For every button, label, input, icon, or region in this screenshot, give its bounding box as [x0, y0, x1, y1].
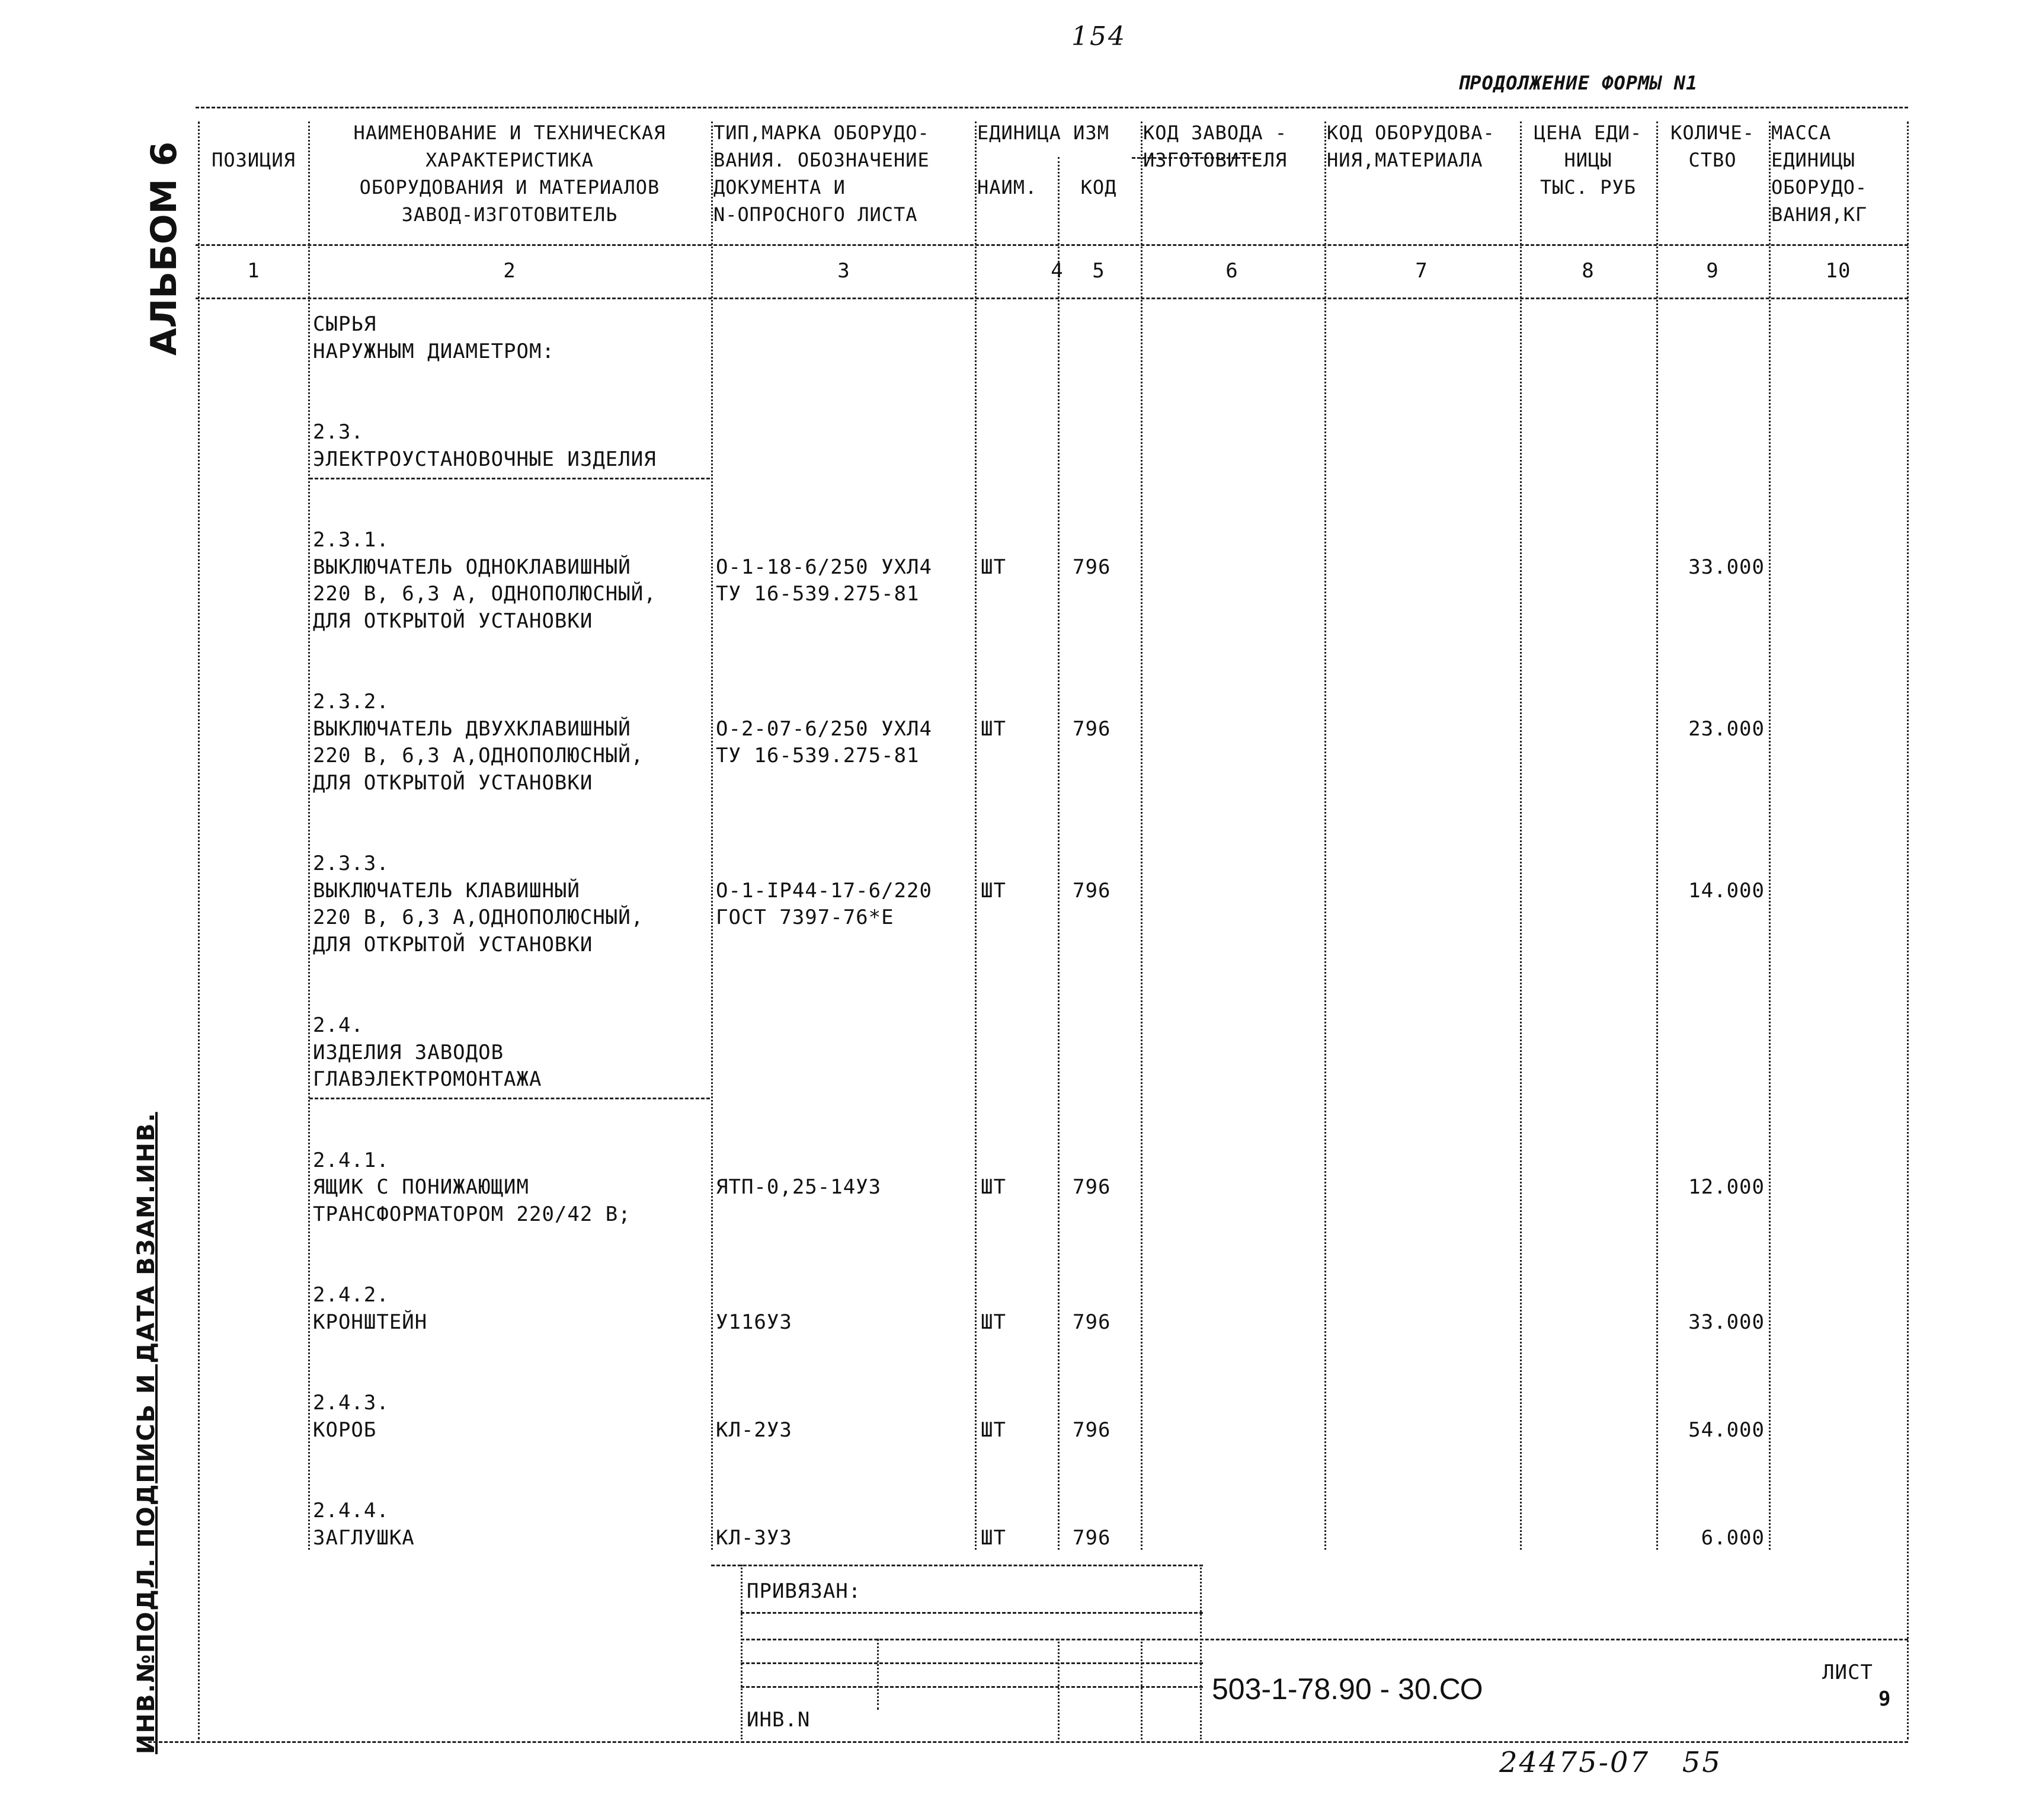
- column-numbers-rule: [196, 298, 1908, 299]
- cell-name: 2.3.3.: [313, 852, 389, 875]
- col-sep-6: [1324, 121, 1326, 1550]
- cell-name: ВЫКЛЮЧАТЕЛЬ КЛАВИШНЫЙ: [313, 879, 580, 903]
- column-number-2: 2: [503, 259, 516, 283]
- cell-qty: 12.000: [1688, 1175, 1765, 1199]
- cell-name: 220 В, 6,3 А,ОДНОПОЛЮСНЫЙ,: [313, 906, 644, 929]
- cell-name: ТРАНСФОРМАТОРОМ 220/42 В;: [313, 1202, 631, 1226]
- cell-name: ЭЛЕКТРОУСТАНОВОЧНЫЕ ИЗДЕЛИЯ: [313, 447, 657, 471]
- page-number: 154: [1071, 21, 1126, 52]
- cell-unit: ШТ: [981, 1526, 1006, 1550]
- cell-name: ГЛАВЭЛЕКТРОМОНТАЖА: [313, 1067, 542, 1091]
- col-sep-0: [198, 121, 200, 1739]
- cell-name: ЗАГЛУШКА: [313, 1526, 415, 1550]
- stamp-rule-3: [741, 1639, 1908, 1640]
- cell-name: 2.3.2.: [313, 690, 389, 714]
- cell-code: 796: [1073, 1418, 1111, 1442]
- cell-type: О-1-18-6/250 УХЛ4: [716, 555, 932, 579]
- cell-type: ГОСТ 7397-76*Е: [716, 906, 894, 929]
- cell-qty: 33.000: [1688, 555, 1765, 579]
- handwritten-footer-number: 24475-07 55: [1499, 1746, 1722, 1779]
- cell-name: СЫРЬЯ: [313, 312, 377, 336]
- stamp-rule-2: [741, 1612, 1203, 1614]
- column-number-5: 5: [1092, 259, 1105, 283]
- cell-name: 2.3.: [313, 420, 364, 444]
- cell-name: 220 В, 6,3 А,ОДНОПОЛЮСНЫЙ,: [313, 744, 644, 767]
- column-number-8: 8: [1582, 259, 1595, 283]
- stamp-rule-5: [741, 1686, 1203, 1688]
- column-number-10: 10: [1825, 259, 1851, 283]
- col-sep-7: [1520, 121, 1522, 1550]
- column-header-7-line-2: НИЯ,МАТЕРИАЛА: [1327, 149, 1483, 171]
- cell-name: 2.3.1.: [313, 528, 389, 552]
- cell-name: ИЗДЕЛИЯ ЗАВОДОВ: [313, 1041, 504, 1064]
- column-header-2-line-1: НАИМЕНОВАНИЕ И ТЕХНИЧЕСКАЯ: [353, 121, 666, 144]
- cell-name: КРОНШТЕЙН: [313, 1310, 428, 1334]
- column-header-10-line-4: ВАНИЯ,КГ: [1771, 203, 1868, 226]
- col-sep-3: [975, 121, 977, 1550]
- document-designation: 503-1-78.90 - 30.СО: [1212, 1672, 1483, 1706]
- cell-code: 796: [1073, 879, 1111, 903]
- column-header-3-line-4: N-ОПРОСНОГО ЛИСТА: [713, 203, 918, 226]
- column-number-1: 1: [247, 259, 260, 283]
- cell-name: 2.4.4.: [313, 1499, 389, 1522]
- cell-code: 796: [1073, 1175, 1111, 1199]
- col-sep-8: [1656, 121, 1658, 1550]
- table-bottom-rule: [148, 1741, 1908, 1743]
- cell-unit: ШТ: [981, 879, 1006, 903]
- cell-name: ДЛЯ ОТКРЫТОЙ УСТАНОВКИ: [313, 771, 593, 795]
- col-sep-2: [711, 121, 713, 1550]
- column-header-6-line-2: ИЗГОТОВИТЕЛЯ: [1143, 149, 1288, 171]
- column-header-2-line-3: ОБОРУДОВАНИЯ И МАТЕРИАЛОВ: [359, 176, 660, 199]
- cell-unit: ШТ: [981, 1175, 1006, 1199]
- tied-label: ПРИВЯЗАН:: [747, 1579, 862, 1603]
- stamp-sep-a: [741, 1565, 743, 1739]
- column-header-8-line-1: ЦЕНА ЕДИ-: [1534, 121, 1643, 144]
- stamp-sep-d: [1141, 1639, 1142, 1739]
- column-header-3-line-2: ВАНИЯ. ОБОЗНАЧЕНИЕ: [713, 149, 930, 171]
- column-number-9: 9: [1706, 259, 1719, 283]
- cell-unit: ШТ: [981, 717, 1006, 741]
- column-header-1-line-2: ПОЗИЦИЯ: [212, 149, 296, 171]
- cell-qty: 14.000: [1688, 879, 1765, 903]
- side-stamp: ИНВ.№ПОДЛ. ПОДПИСЬ И ДАТА ВЗАМ.ИНВ.: [133, 1112, 160, 1754]
- cell-type: О-2-07-6/250 УХЛ4: [716, 717, 932, 741]
- column-header-10-line-2: ЕДИНИЦЫ: [1771, 149, 1855, 171]
- column-header-7-line-1: КОД ОБОРУДОВА-: [1327, 121, 1495, 144]
- cell-code: 796: [1073, 1310, 1111, 1334]
- cell-qty: 33.000: [1688, 1310, 1765, 1334]
- cell-qty: 23.000: [1688, 717, 1765, 741]
- column-header-2-line-2: ХАРАКТЕРИСТИКА: [425, 149, 594, 171]
- stamp-sep-c: [1058, 1639, 1060, 1739]
- header-bottom-rule: [196, 244, 1908, 246]
- cell-name: 2.4.1.: [313, 1149, 389, 1172]
- column-header-10-line-3: ОБОРУДО-: [1771, 176, 1868, 199]
- sheet-label: ЛИСТ: [1822, 1661, 1873, 1684]
- column-number-4: 4: [1051, 259, 1064, 283]
- cell-type: ТУ 16-539.275-81: [716, 582, 920, 606]
- column-header-9-line-1: КОЛИЧЕ-: [1670, 121, 1755, 144]
- cell-type: КЛ-2У3: [716, 1418, 792, 1442]
- cell-name: 2.4.3.: [313, 1391, 389, 1415]
- sheet-number: 9: [1878, 1687, 1892, 1711]
- cell-type: КЛ-3У3: [716, 1526, 792, 1550]
- cell-qty: 54.000: [1688, 1418, 1765, 1442]
- cell-name: 2.4.2.: [313, 1283, 389, 1307]
- col-sep-1: [308, 121, 310, 1550]
- column-header-2-line-4: ЗАВОД-ИЗГОТОВИТЕЛЬ: [401, 203, 618, 226]
- cell-code: 796: [1073, 1526, 1111, 1550]
- cell-name: ДЛЯ ОТКРЫТОЙ УСТАНОВКИ: [313, 609, 593, 633]
- column-header-9-line-2: СТВО: [1688, 149, 1737, 171]
- cell-name: 220 В, 6,3 А, ОДНОПОЛЮСНЫЙ,: [313, 582, 657, 606]
- column-header-4-line-1: ЕДИНИЦА ИЗМ: [977, 121, 1109, 144]
- section-underline: [309, 478, 710, 479]
- column-number-7: 7: [1415, 259, 1428, 283]
- column-header-10-line-1: МАССА: [1771, 121, 1832, 144]
- cell-code: 796: [1073, 717, 1111, 741]
- col-sep-4: [1058, 157, 1060, 1550]
- cell-name: ДЛЯ ОТКРЫТОЙ УСТАНОВКИ: [313, 933, 593, 957]
- cell-name: ВЫКЛЮЧАТЕЛЬ ОДНОКЛАВИШНЫЙ: [313, 555, 631, 579]
- col-sep-5: [1141, 121, 1142, 1550]
- cell-type: ЯТП-0,25-14У3: [716, 1175, 882, 1199]
- col-sep-9: [1769, 121, 1771, 1550]
- cell-unit: ШТ: [981, 1418, 1006, 1442]
- cell-type: У116У3: [716, 1310, 792, 1334]
- continuation-title: ПРОДОЛЖЕНИЕ ФОРМЫ N1: [1458, 72, 1698, 94]
- stamp-rule-1: [711, 1565, 1203, 1566]
- column-header-8-line-3: ТЫС. РУБ: [1540, 176, 1637, 199]
- column-header-3-line-3: ДОКУМЕНТА И: [713, 176, 846, 199]
- album-label: АЛЬБОМ 6: [143, 141, 185, 356]
- cell-qty: 6.000: [1701, 1526, 1765, 1550]
- column-header-6-line-1: КОД ЗАВОДА -: [1143, 121, 1288, 144]
- cell-name: ЯЩИК С ПОНИЖАЮЩИМ: [313, 1175, 529, 1199]
- stamp-sep-e: [1200, 1565, 1202, 1739]
- column-header-5-line-3: КОД: [1080, 176, 1117, 199]
- stamp-sep-b: [877, 1639, 879, 1710]
- cell-type: О-1-IP44-17-6/220: [716, 879, 932, 903]
- cell-name: КОРОБ: [313, 1418, 377, 1442]
- inv-label: ИНВ.N: [747, 1708, 811, 1732]
- table-top-rule: [196, 107, 1908, 108]
- cell-name: 2.4.: [313, 1013, 364, 1037]
- column-header-8-line-2: НИЦЫ: [1564, 149, 1612, 171]
- cell-code: 796: [1073, 555, 1111, 579]
- cell-unit: ШТ: [981, 1310, 1006, 1334]
- cell-name: ВЫКЛЮЧАТЕЛЬ ДВУХКЛАВИШНЫЙ: [313, 717, 631, 741]
- col-sep-10: [1907, 121, 1909, 1739]
- column-number-3: 3: [837, 259, 850, 283]
- column-number-6: 6: [1225, 259, 1238, 283]
- cell-type: ТУ 16-539.275-81: [716, 744, 920, 767]
- column-header-3-line-1: ТИП,МАРКА ОБОРУДО-: [713, 121, 930, 144]
- cell-unit: ШТ: [981, 555, 1006, 579]
- stamp-rule-4: [741, 1662, 1203, 1664]
- column-header-4-line-3: НАИМ.: [977, 176, 1038, 199]
- section-underline: [309, 1098, 710, 1099]
- cell-name: НАРУЖНЫМ ДИАМЕТРОМ:: [313, 340, 555, 363]
